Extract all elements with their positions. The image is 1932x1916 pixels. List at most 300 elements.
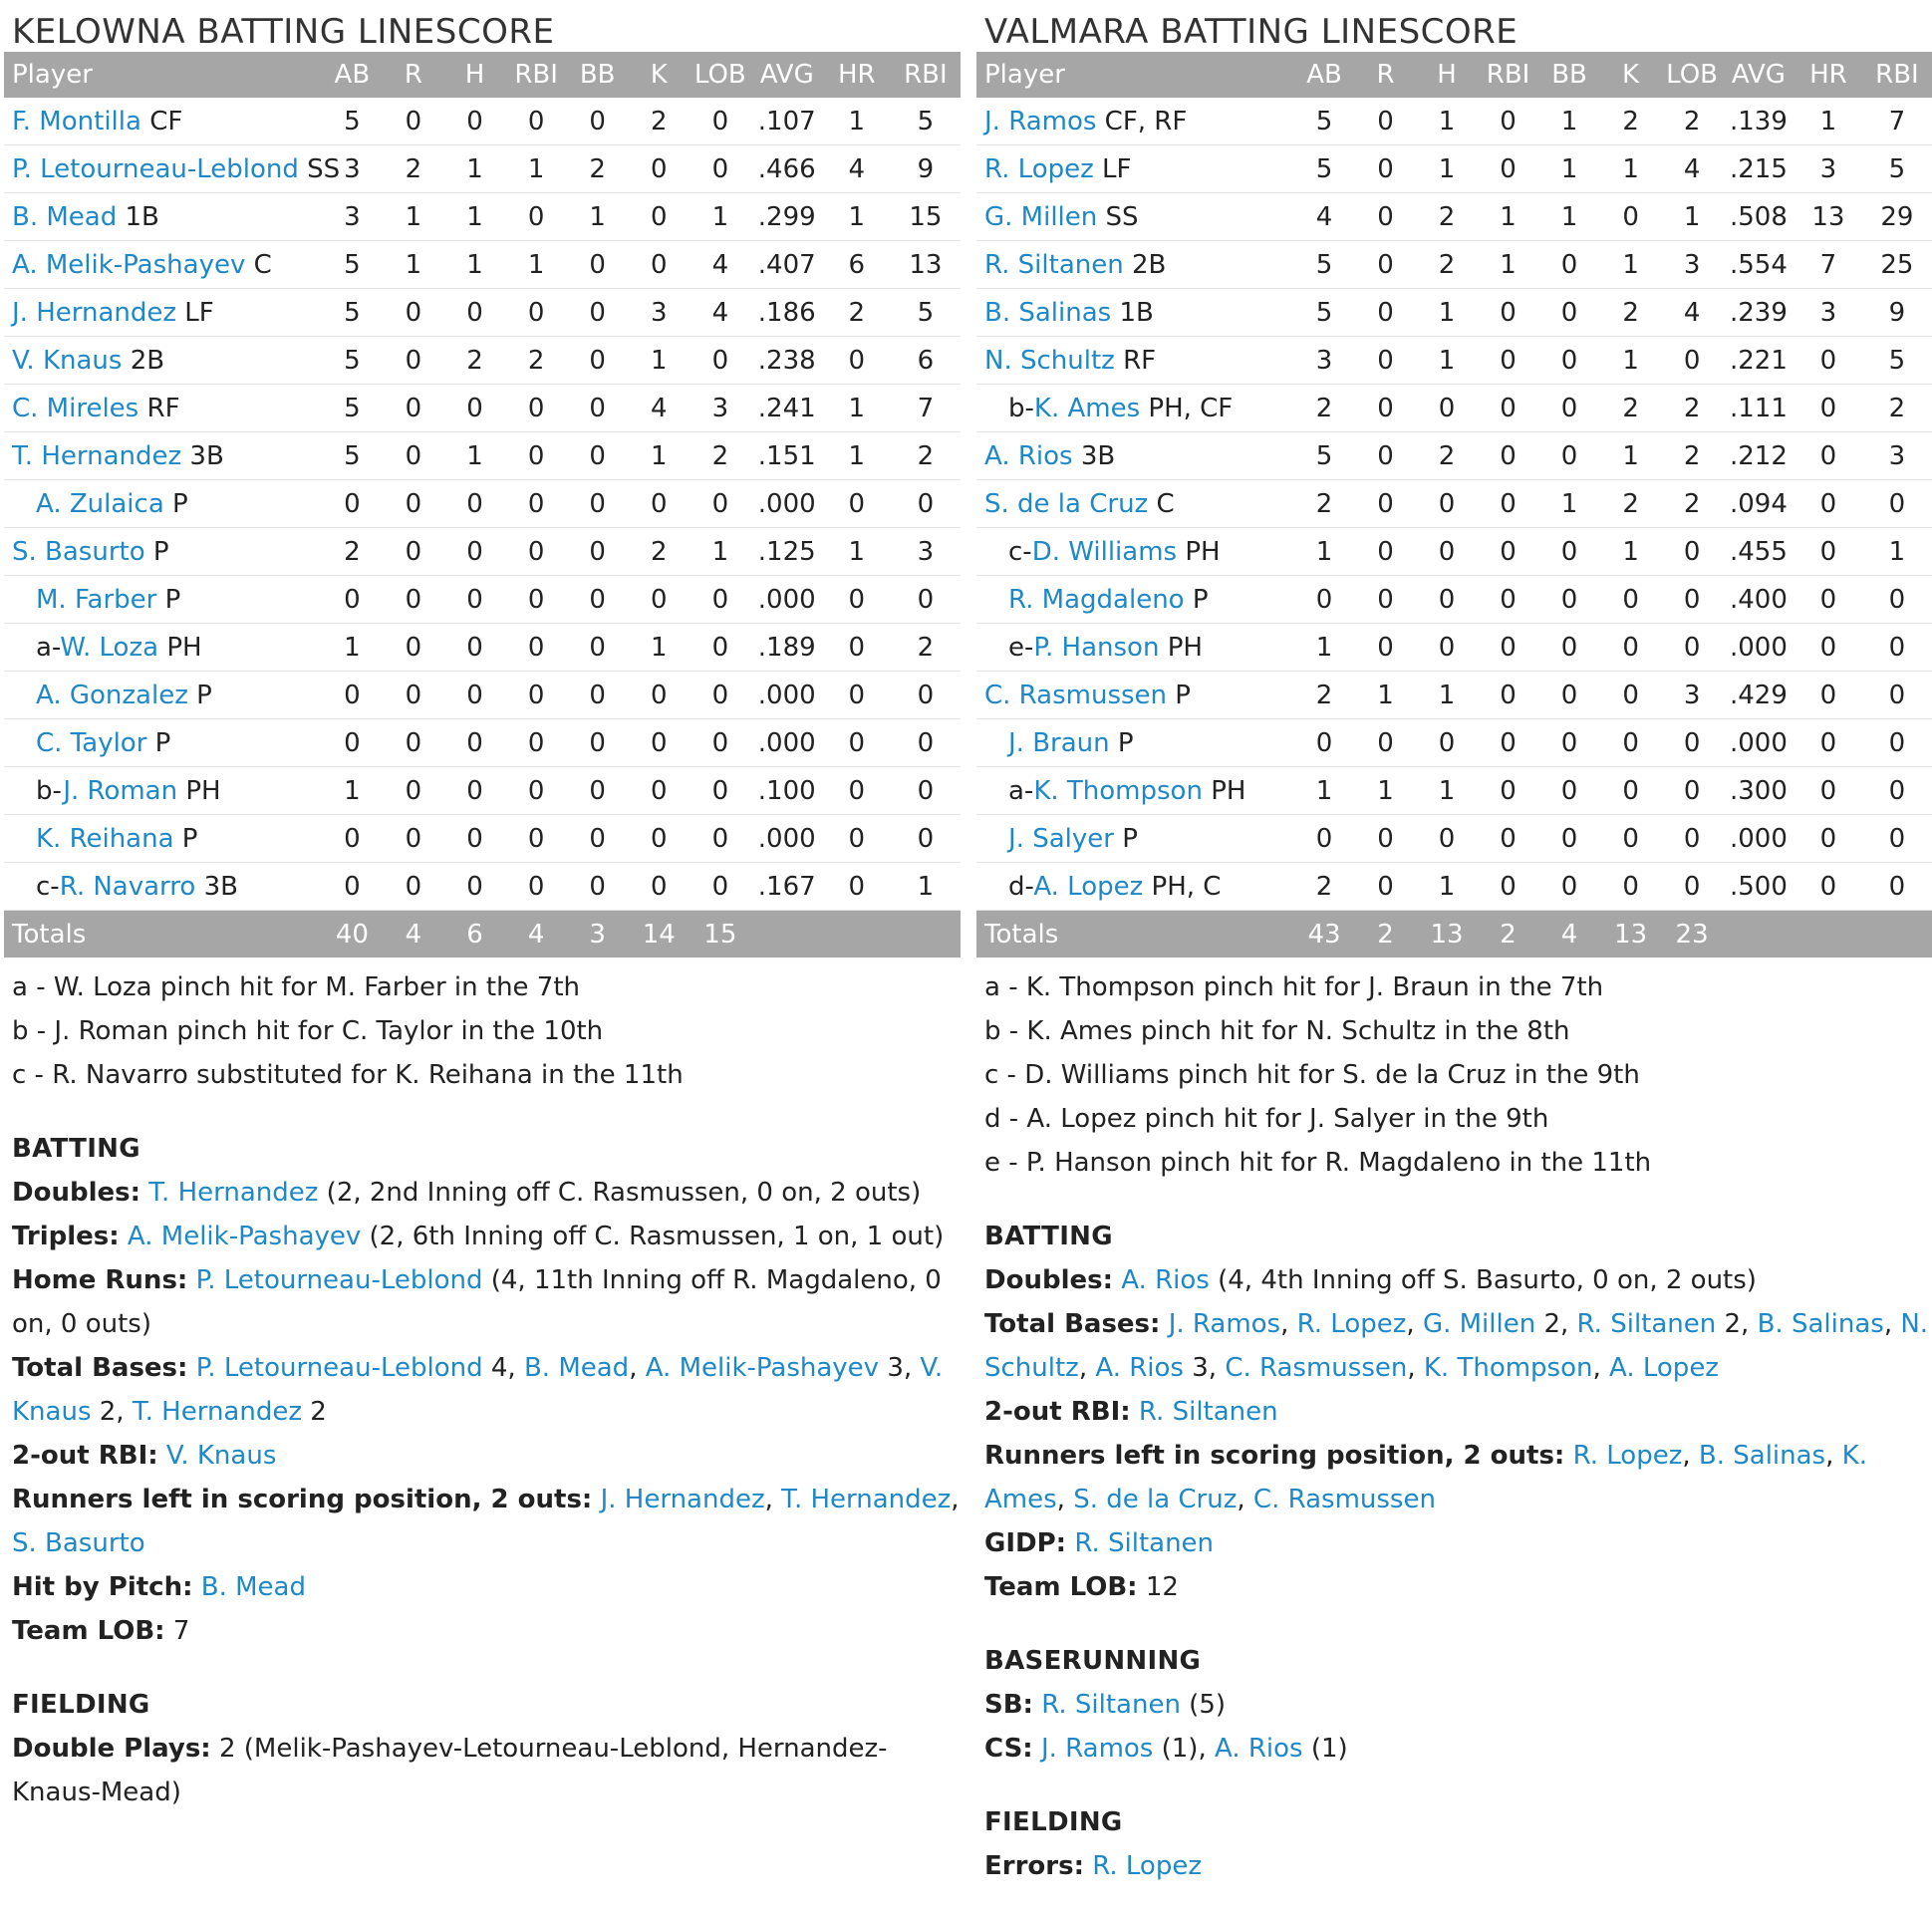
- stat-bb: 0: [567, 480, 629, 528]
- player-link[interactable]: A. Melik-Pashayev: [12, 249, 246, 280]
- player-link[interactable]: P. Letourneau-Leblond: [195, 1265, 483, 1295]
- stat-h: 0: [444, 815, 506, 863]
- player-link[interactable]: P. Letourneau-Leblond: [195, 1353, 483, 1383]
- player-cell: [4, 767, 322, 815]
- player-link[interactable]: B. Mead: [523, 1353, 630, 1383]
- player-link[interactable]: A. Rios: [1214, 1734, 1303, 1764]
- column-header-player: Player: [976, 52, 1293, 98]
- player-cell: [4, 98, 322, 145]
- player-cell: [4, 337, 322, 385]
- stat-k: 0: [628, 719, 690, 767]
- stat-line-triples: [12, 1215, 961, 1258]
- stat-rbi: 0: [505, 528, 567, 576]
- player-cell: [976, 672, 1293, 719]
- stat-rbi: 0: [505, 193, 567, 241]
- stat-r: 0: [1355, 145, 1417, 193]
- stat-bb: 0: [1538, 385, 1600, 432]
- player-link[interactable]: R. Lopez: [1296, 1309, 1407, 1339]
- stat-bb: 0: [567, 576, 629, 624]
- stat-h: 1: [444, 145, 506, 193]
- player-cell: [4, 241, 322, 289]
- stat-hr: 0: [1794, 385, 1862, 432]
- stat-label: Doubles:: [984, 1265, 1113, 1295]
- totals-label: Totals: [976, 911, 1293, 958]
- stat-bb: 0: [1538, 337, 1600, 385]
- stat-avg: .000: [751, 719, 823, 767]
- player-link[interactable]: A. Melik-Pashayev: [127, 1222, 362, 1251]
- section-batting: [976, 1215, 1932, 1609]
- column-header-player: Player: [4, 52, 322, 98]
- player-cell: [976, 193, 1293, 241]
- player-link[interactable]: F. Montilla: [12, 106, 141, 137]
- total-r: 4: [383, 911, 444, 958]
- stat-hr: 6: [823, 241, 891, 289]
- stat-rbi-season: 7: [891, 385, 961, 432]
- player-link[interactable]: A. Rios: [984, 440, 1073, 471]
- stat-bb: 0: [1538, 863, 1600, 911]
- player-link[interactable]: T. Hernandez: [148, 1178, 319, 1208]
- total-hr: [1794, 911, 1862, 958]
- stat-label: Total Bases:: [984, 1309, 1161, 1339]
- player-link[interactable]: C. Mireles: [12, 393, 139, 423]
- stat-text: 7: [164, 1616, 190, 1646]
- total-ab: 40: [322, 911, 384, 958]
- stat-text: [192, 1572, 200, 1602]
- player-link[interactable]: G. Millen: [984, 201, 1098, 232]
- stat-rbi: 0: [505, 480, 567, 528]
- player-row: [976, 145, 1932, 193]
- column-header-ab: AB: [1293, 52, 1355, 98]
- column-header-lob: LOB: [690, 52, 751, 98]
- stat-h: 0: [1416, 719, 1478, 767]
- stat-bb: 0: [1538, 624, 1600, 672]
- player-link[interactable]: T. Hernandez: [781, 1485, 952, 1514]
- player-row: [976, 815, 1932, 863]
- stat-ab: 1: [322, 767, 384, 815]
- player-link[interactable]: J. Ramos: [984, 106, 1097, 137]
- stat-k: 0: [628, 145, 690, 193]
- stat-lob: 2: [690, 432, 751, 480]
- stat-hr: 0: [823, 337, 891, 385]
- player-cell: [4, 289, 322, 337]
- stat-r: 0: [1355, 385, 1417, 432]
- stat-line-runners-left-in-scoring-position-2-outs: [984, 1434, 1932, 1521]
- stat-rbi-season: 2: [891, 432, 961, 480]
- player-link[interactable]: M. Farber: [36, 584, 157, 615]
- stat-lob: 1: [690, 528, 751, 576]
- player-link[interactable]: R. Lopez: [984, 153, 1094, 184]
- player-cell: [4, 193, 322, 241]
- stat-text: [120, 1222, 128, 1251]
- stat-k: 0: [628, 241, 690, 289]
- player-link[interactable]: A. Lopez: [1033, 871, 1144, 902]
- total-rbi: 2: [1478, 911, 1539, 958]
- sub-prefix: d-: [1008, 871, 1034, 902]
- stat-k: 0: [1600, 719, 1662, 767]
- stat-bb: 0: [567, 385, 629, 432]
- section-heading: BATTING: [12, 1134, 140, 1164]
- stat-avg: .554: [1723, 241, 1794, 289]
- player-link[interactable]: T. Hernandez: [132, 1397, 302, 1427]
- stat-rbi: 0: [505, 863, 567, 911]
- player-link[interactable]: P. Hanson: [1033, 632, 1160, 663]
- stat-rbi: 0: [1478, 480, 1539, 528]
- stat-text: ,: [1592, 1353, 1610, 1383]
- player-cell: [4, 576, 322, 624]
- player-link[interactable]: A. Rios: [1095, 1353, 1184, 1383]
- stat-k: 0: [1600, 624, 1662, 672]
- player-link[interactable]: W. Loza: [60, 632, 159, 663]
- stat-lob: 0: [690, 98, 751, 145]
- stat-line-doubles: [984, 1258, 1932, 1302]
- stat-ab: 5: [1293, 289, 1355, 337]
- player-link[interactable]: B. Salinas: [1757, 1309, 1884, 1339]
- player-position: P: [196, 680, 212, 710]
- stat-rbi-season: 0: [1862, 719, 1932, 767]
- substitution-notes: [4, 965, 961, 1097]
- player-link[interactable]: C. Rasmussen: [1252, 1485, 1436, 1514]
- stat-lob: 0: [1661, 528, 1723, 576]
- stat-avg: .186: [751, 289, 823, 337]
- player-position: PH, CF: [1148, 393, 1234, 423]
- stat-avg: .407: [751, 241, 823, 289]
- player-link[interactable]: G. Millen: [1422, 1309, 1536, 1339]
- player-position: PH: [1167, 632, 1203, 663]
- stat-lob: 4: [690, 241, 751, 289]
- player-link[interactable]: A. Rios: [1121, 1265, 1210, 1295]
- stat-bb: 0: [567, 767, 629, 815]
- stat-h: 0: [444, 528, 506, 576]
- total-avg: [1723, 911, 1794, 958]
- stat-text: ,: [764, 1485, 782, 1514]
- player-link[interactable]: P. Letourneau-Leblond: [12, 153, 299, 184]
- column-header-lob: LOB: [1661, 52, 1723, 98]
- player-link[interactable]: R. Siltanen: [1576, 1309, 1717, 1339]
- stat-h: 0: [444, 480, 506, 528]
- stat-avg: .139: [1723, 98, 1794, 145]
- stat-rbi-season: 0: [1862, 672, 1932, 719]
- stat-avg: .094: [1723, 480, 1794, 528]
- stat-r: 0: [1355, 576, 1417, 624]
- player-cell: [4, 815, 322, 863]
- stat-line-home-runs: [12, 1258, 961, 1346]
- stat-r: 0: [383, 719, 444, 767]
- stat-k: 1: [1600, 145, 1662, 193]
- stat-ab: 0: [322, 719, 384, 767]
- stat-rbi-season: 25: [1862, 241, 1932, 289]
- total-rbi: [891, 911, 961, 958]
- player-link[interactable]: R. Siltanen: [1138, 1397, 1278, 1427]
- stat-text: (4, 4th Inning off S. Basurto, 0 on, 2 outs): [1209, 1265, 1757, 1295]
- stat-bb: 0: [567, 863, 629, 911]
- stat-rbi: 0: [1478, 624, 1539, 672]
- player-cell: [976, 145, 1293, 193]
- stat-line-team-lob: [12, 1609, 961, 1653]
- stat-r: 0: [383, 863, 444, 911]
- player-link[interactable]: R. Lopez: [1092, 1851, 1202, 1881]
- player-link[interactable]: K. Thompson: [1033, 775, 1203, 806]
- player-row: [4, 337, 961, 385]
- player-row: [976, 98, 1932, 145]
- stat-bb: 1: [1538, 480, 1600, 528]
- stat-rbi-season: 5: [1862, 145, 1932, 193]
- stat-lob: 1: [1661, 193, 1723, 241]
- stat-k: 0: [1600, 576, 1662, 624]
- stat-hr: 0: [823, 719, 891, 767]
- stat-lob: 0: [690, 480, 751, 528]
- stat-avg: .111: [1723, 385, 1794, 432]
- stat-h: 2: [1416, 241, 1478, 289]
- stat-rbi: 0: [1478, 576, 1539, 624]
- stat-h: 0: [444, 863, 506, 911]
- player-row: [976, 624, 1932, 672]
- player-link[interactable]: S. Basurto: [12, 536, 145, 567]
- stat-label: GIDP:: [984, 1528, 1067, 1558]
- stat-avg: .189: [751, 624, 823, 672]
- stat-rbi: 0: [505, 815, 567, 863]
- player-link[interactable]: R. Siltanen: [984, 249, 1124, 280]
- stat-r: 0: [383, 98, 444, 145]
- stat-h: 0: [1416, 624, 1478, 672]
- stat-lob: 4: [690, 289, 751, 337]
- stat-text: [1160, 1309, 1168, 1339]
- player-position: 2B: [130, 345, 165, 376]
- stat-rbi: 0: [505, 767, 567, 815]
- player-link[interactable]: V. Knaus: [165, 1441, 277, 1471]
- stat-label: Runners left in scoring position, 2 outs:: [984, 1441, 1565, 1471]
- player-link[interactable]: S. de la Cruz: [1073, 1485, 1238, 1514]
- stat-hr: 1: [823, 528, 891, 576]
- player-position: PH, C: [1151, 871, 1222, 902]
- player-link[interactable]: S. Basurto: [12, 1528, 145, 1558]
- stat-r: 0: [383, 767, 444, 815]
- stat-bb: 0: [1538, 528, 1600, 576]
- stat-rbi-season: 6: [891, 337, 961, 385]
- stat-ab: 5: [322, 337, 384, 385]
- player-link[interactable]: D. Williams: [1031, 536, 1178, 567]
- player-link[interactable]: C. Rasmussen: [1225, 1353, 1408, 1383]
- kelowna-linescore: [4, 0, 961, 1814]
- stat-text: (5): [1180, 1690, 1227, 1720]
- player-link[interactable]: N. Schultz: [984, 345, 1115, 376]
- stat-text: ,: [1407, 1353, 1424, 1383]
- player-position: C: [1156, 488, 1175, 519]
- player-link[interactable]: R. Siltanen: [1074, 1528, 1215, 1558]
- player-cell: [976, 337, 1293, 385]
- stat-lob: 2: [1661, 98, 1723, 145]
- stat-rbi: 0: [1478, 145, 1539, 193]
- player-link[interactable]: R. Magdaleno: [1008, 584, 1185, 615]
- stat-rbi: 2: [505, 337, 567, 385]
- stat-text: [1033, 1690, 1041, 1720]
- stat-rbi: 0: [505, 98, 567, 145]
- stat-rbi: 1: [1478, 193, 1539, 241]
- player-row: [4, 528, 961, 576]
- stat-avg: .212: [1723, 432, 1794, 480]
- player-row: [4, 289, 961, 337]
- substitution-note: e - P. Hanson pinch hit for R. Magdaleno in the 11th: [984, 1148, 1652, 1178]
- stat-text: ,: [1825, 1441, 1842, 1471]
- player-link[interactable]: C. Taylor: [36, 727, 147, 758]
- stat-ab: 3: [322, 145, 384, 193]
- stat-rbi: 0: [1478, 528, 1539, 576]
- stat-h: 1: [1416, 767, 1478, 815]
- player-link[interactable]: A. Zulaica: [36, 488, 164, 519]
- player-link[interactable]: R. Lopez: [1572, 1441, 1683, 1471]
- player-link[interactable]: J. Roman: [63, 775, 178, 806]
- player-link[interactable]: V. Knaus: [12, 1353, 944, 1427]
- player-link[interactable]: J. Ramos: [1040, 1734, 1154, 1764]
- stat-lob: 0: [690, 719, 751, 767]
- player-link[interactable]: A. Gonzalez: [36, 680, 188, 710]
- player-cell: [4, 863, 322, 911]
- player-link[interactable]: J. Braun: [1008, 727, 1110, 758]
- stat-line-2-out-rbi: [984, 1390, 1932, 1434]
- player-link[interactable]: R. Siltanen: [1041, 1690, 1181, 1720]
- stat-lob: 0: [1661, 863, 1723, 911]
- player-link[interactable]: J. Hernandez: [600, 1485, 765, 1514]
- stat-k: 0: [1600, 767, 1662, 815]
- stat-bb: 0: [1538, 432, 1600, 480]
- player-row: [976, 432, 1932, 480]
- column-header-hr: HR: [823, 52, 891, 98]
- player-link[interactable]: A. Lopez: [1609, 1353, 1719, 1383]
- player-link[interactable]: K. Ames: [1033, 393, 1141, 423]
- stat-k: 4: [628, 385, 690, 432]
- stat-text: [1084, 1851, 1092, 1881]
- player-row: [976, 193, 1932, 241]
- stat-text: ,: [1682, 1441, 1699, 1471]
- stat-rbi: 0: [505, 719, 567, 767]
- substitution-note: c - R. Navarro substituted for K. Reihana in the 11th: [12, 1060, 684, 1090]
- stat-h: 1: [1416, 863, 1478, 911]
- stat-line-2-out-rbi: [12, 1434, 961, 1478]
- player-link[interactable]: B. Salinas: [1698, 1441, 1826, 1471]
- stat-ab: 2: [1293, 863, 1355, 911]
- stat-text: (2, 6th Inning off C. Rasmussen, 1 on, 1 out): [361, 1222, 945, 1251]
- player-link[interactable]: B. Salinas: [984, 297, 1112, 328]
- player-row: [4, 672, 961, 719]
- player-position: P: [181, 823, 198, 854]
- stat-bb: 1: [567, 193, 629, 241]
- stat-ab: 0: [322, 480, 384, 528]
- stat-k: 0: [628, 576, 690, 624]
- stat-avg: .107: [751, 98, 823, 145]
- stat-avg: .167: [751, 863, 823, 911]
- stat-bb: 0: [1538, 289, 1600, 337]
- column-header-k: K: [1600, 52, 1662, 98]
- stat-rbi-season: 0: [891, 815, 961, 863]
- stat-ab: 3: [1293, 337, 1355, 385]
- player-link[interactable]: J. Ramos: [1168, 1309, 1281, 1339]
- stat-rbi-season: 5: [1862, 337, 1932, 385]
- stat-text: 2,: [91, 1397, 133, 1427]
- player-row: [976, 337, 1932, 385]
- stat-bb: 0: [567, 241, 629, 289]
- stat-ab: 4: [1293, 193, 1355, 241]
- total-lob: 15: [690, 911, 751, 958]
- stat-r: 0: [383, 289, 444, 337]
- sub-prefix: c-: [1008, 536, 1032, 567]
- column-header-k: K: [628, 52, 690, 98]
- column-header-r: R: [383, 52, 444, 98]
- player-position: SS: [307, 153, 341, 184]
- player-row: [4, 480, 961, 528]
- stat-hr: 0: [823, 767, 891, 815]
- stat-text: 3,: [1183, 1353, 1226, 1383]
- stat-rbi-season: 0: [891, 480, 961, 528]
- stat-k: 1: [1600, 337, 1662, 385]
- stat-r: 0: [383, 624, 444, 672]
- player-cell: [976, 576, 1293, 624]
- player-cell: [976, 289, 1293, 337]
- player-cell: [976, 815, 1293, 863]
- total-h: 6: [444, 911, 506, 958]
- stat-line-gidp: [984, 1521, 1932, 1565]
- player-link[interactable]: V. Knaus: [12, 345, 123, 376]
- player-link[interactable]: C. Rasmussen: [984, 680, 1168, 710]
- stat-r: 0: [1355, 719, 1417, 767]
- player-link[interactable]: K. Thompson: [1423, 1353, 1593, 1383]
- stat-avg: .000: [1723, 624, 1794, 672]
- player-cell: [4, 145, 341, 193]
- stat-k: 1: [1600, 241, 1662, 289]
- stat-r: 0: [1355, 815, 1417, 863]
- stat-line-errors: [984, 1844, 1932, 1888]
- stat-hr: 13: [1794, 193, 1862, 241]
- player-link[interactable]: T. Hernandez: [12, 440, 182, 471]
- player-position: 3B: [203, 871, 238, 902]
- stat-lob: 0: [690, 145, 751, 193]
- player-position: RF: [1123, 345, 1157, 376]
- stat-line-runners-left-in-scoring-position-2-outs: [12, 1478, 961, 1565]
- player-link[interactable]: J. Salyer: [1008, 823, 1114, 854]
- stat-ab: 0: [1293, 815, 1355, 863]
- batting-table: [4, 52, 961, 958]
- stat-bb: 1: [1538, 98, 1600, 145]
- stat-bb: 0: [567, 98, 629, 145]
- player-link[interactable]: K. Reihana: [36, 823, 174, 854]
- stat-text: ,: [1056, 1485, 1074, 1514]
- stat-lob: 0: [690, 767, 751, 815]
- stat-k: 1: [1600, 528, 1662, 576]
- column-header-r: R: [1355, 52, 1417, 98]
- stat-text: [592, 1485, 600, 1514]
- player-link[interactable]: A. Melik-Pashayev: [645, 1353, 880, 1383]
- player-link[interactable]: S. de la Cruz: [984, 488, 1149, 519]
- stat-lob: 0: [690, 576, 751, 624]
- player-row: [4, 624, 961, 672]
- stat-rbi: 0: [1478, 863, 1539, 911]
- player-link[interactable]: B. Mead: [12, 201, 118, 232]
- player-link[interactable]: K. Ames: [984, 1441, 1867, 1514]
- stat-ab: 5: [322, 385, 384, 432]
- player-link[interactable]: B. Mead: [200, 1572, 306, 1602]
- stat-text: ,: [1078, 1353, 1096, 1383]
- stat-text: ,: [951, 1485, 960, 1514]
- stat-lob: 0: [690, 672, 751, 719]
- stat-k: 0: [1600, 815, 1662, 863]
- stat-bb: 2: [567, 145, 629, 193]
- player-link[interactable]: J. Hernandez: [12, 297, 177, 328]
- player-link[interactable]: R. Navarro: [59, 871, 196, 902]
- stat-h: 0: [444, 98, 506, 145]
- stat-r: 2: [383, 145, 444, 193]
- team-title: KELOWNA BATTING LINESCORE: [12, 12, 555, 52]
- player-position: 3B: [1080, 440, 1116, 471]
- stat-lob: 0: [1661, 337, 1723, 385]
- player-link[interactable]: N. Schultz: [984, 1309, 1929, 1383]
